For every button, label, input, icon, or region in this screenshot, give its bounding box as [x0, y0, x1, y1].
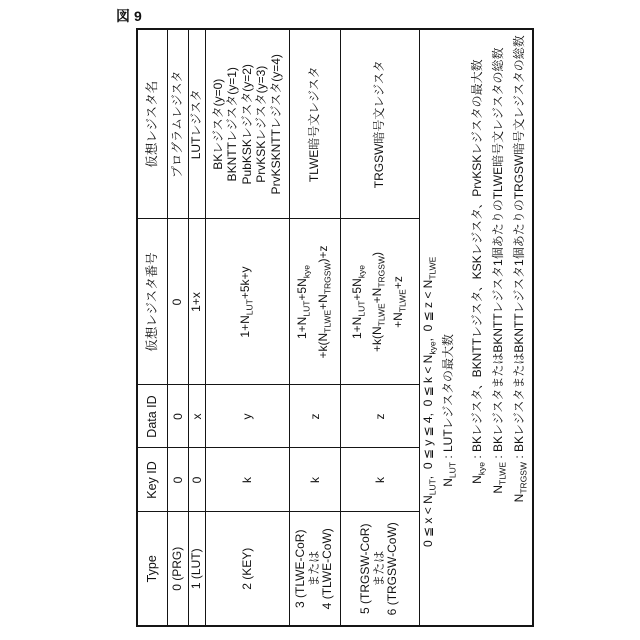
- cell-dataid-prg: 0: [167, 385, 188, 448]
- cell-line: TRGSW暗号文レジスタ: [372, 60, 387, 189]
- cell-line: PubKSKレジスタ(y=2): [239, 64, 254, 185]
- table-row-lut: [188, 29, 205, 626]
- note-line: [420, 30, 441, 625]
- note-label: $N_{kye}$: [470, 462, 487, 484]
- subscript: kye: [476, 462, 487, 476]
- cell-line: 1 (LUT): [189, 548, 204, 590]
- figure-label: 図9: [116, 8, 146, 24]
- notes-block: [419, 29, 533, 626]
- cell-type-trgsw: [340, 512, 419, 626]
- cell-dataid-tlwe: z: [289, 385, 340, 448]
- cell-keyid-prg: 0: [167, 448, 188, 512]
- cell-type-key: [205, 512, 289, 626]
- cell-line: PrvKSKNTTレジスタ(y=4): [268, 54, 283, 195]
- subscript: TLWE: [376, 303, 387, 327]
- note-line: [490, 30, 511, 625]
- note-label: $N_{LUT}$: [441, 462, 458, 487]
- table-row-trgsw: [340, 29, 419, 626]
- cell-keyid-lut: 0: [188, 448, 205, 512]
- col-header-type: Type: [137, 512, 167, 626]
- register-table: [136, 28, 534, 627]
- col-header-reg-name: 仮想レジスタ名: [137, 29, 167, 219]
- cell-line: BKレジスタ(y=0): [210, 78, 225, 170]
- subscript: kye: [301, 265, 312, 279]
- note-text: : BKレジスタまたはBKNTTレジスタ1個あたりのTRGSW暗号文レジスタの総数: [512, 35, 527, 462]
- col-header-key-id: Key ID: [137, 448, 167, 512]
- cell-line: または: [306, 550, 321, 587]
- cell-dataid-lut: x: [188, 385, 205, 448]
- cell-regnum-trgsw: [340, 219, 419, 385]
- subscript: LUT: [426, 479, 437, 496]
- note-text: 0 ≦ $x < N_{LUT}$, 0 ≦ y ≦ 4, 0 ≦ $k < N_{kye}$, 0 ≦ $z < N_{TLWE}$: [420, 256, 437, 547]
- note-line: [511, 30, 532, 625]
- cell-regnum-prg: [167, 219, 188, 385]
- cell-regnum-lut: [188, 219, 205, 385]
- cell-line: LUTレジスタ: [189, 89, 204, 160]
- col-header-data-id: Data ID: [137, 385, 167, 448]
- subscript: LUT: [243, 299, 254, 316]
- cell-keyid-tlwe: k: [289, 448, 340, 512]
- cell-keyid-trgsw: k: [340, 448, 419, 512]
- cell-line: 0 (PRG): [170, 546, 185, 591]
- cell-line: 6 (TRGSW-CoW): [385, 522, 400, 616]
- cell-line: 1+x: [189, 292, 204, 312]
- cell-line: BKNTTレジスタ(y=1): [225, 67, 240, 182]
- cell-line: $+k(N_{TLWE}+N_{TRGSW})$: [370, 252, 387, 352]
- cell-line: $1+N_{LUT}+5N_{kye}$: [349, 265, 367, 340]
- cell-type-lut: [188, 512, 205, 626]
- note-label: $N_{TLWE}$: [491, 462, 508, 494]
- cell-keyid-key: k: [205, 448, 289, 512]
- note-text: : BKレジスタまたはBKNTTレジスタ1個あたりのTLWE暗号文レジスタの総数: [491, 47, 506, 462]
- note-line: [469, 30, 490, 625]
- cell-line: プログラムレジスタ: [170, 70, 185, 178]
- cell-line: $1+N_{LUT}+5N_{kye}$: [295, 265, 312, 340]
- cell-line: 2 (KEY): [239, 547, 254, 590]
- cell-line: 4 (TLWE-CoW): [320, 528, 335, 610]
- cell-line: $+N_{TLWE}+z$: [390, 276, 408, 328]
- subscript: TRGSW: [376, 256, 387, 288]
- subscript: TLWE: [497, 462, 508, 485]
- cell-line: $1+N_{LUT}+5k+y$: [237, 266, 254, 338]
- cell-regname-key: [205, 29, 289, 219]
- col-header-reg-number: 仮想レジスタ番号: [137, 219, 167, 385]
- cell-line: $+k(N_{TLWE}+N_{TRGSW})+z$: [315, 245, 332, 359]
- cell-type-prg: [167, 512, 188, 626]
- notes-row: [419, 29, 533, 626]
- cell-line: 0: [170, 298, 185, 306]
- subscript: kye: [356, 265, 367, 279]
- cell-type-tlwe: [289, 512, 340, 626]
- subscript: TLWE: [321, 309, 332, 333]
- cell-line: 3 (TLWE-CoR): [293, 529, 308, 608]
- note-label: $N_{TRGSW}$: [512, 462, 529, 503]
- cell-line: PrvKSKレジスタ(y=3): [254, 65, 269, 183]
- cell-regname-prg: [167, 29, 188, 219]
- cell-regnum-tlwe: [289, 219, 340, 385]
- cell-line: 5 (TRGSW-CoR): [358, 523, 373, 614]
- subscript: TLWE: [397, 289, 408, 313]
- note-text: : LUTレジスタの最大数: [441, 333, 456, 462]
- landscape-table-wrapper: [136, 30, 529, 627]
- note-line: [440, 30, 461, 625]
- cell-regname-trgsw: [340, 29, 419, 219]
- subscript: TLWE: [426, 256, 437, 280]
- rotated-table-area: [136, 30, 529, 627]
- note-text: : BKレジスタ、BKNTTレジスタ、KSKレジスタ、PrvKSKレジスタの最大数: [470, 59, 485, 462]
- cell-dataid-trgsw: z: [340, 385, 419, 448]
- note-label: [420, 547, 441, 625]
- cell-line: または: [371, 550, 386, 587]
- cell-regname-tlwe: [289, 29, 340, 219]
- subscript: LUT: [356, 300, 367, 317]
- subscript: kye: [426, 341, 437, 355]
- subscript: TRGSW: [518, 462, 529, 494]
- table-row-tlwe: [289, 29, 340, 626]
- table-row-prg: [167, 29, 188, 626]
- subscript: LUT: [447, 462, 458, 479]
- cell-regnum-key: [205, 219, 289, 385]
- cell-line: TLWE暗号文レジスタ: [307, 66, 322, 183]
- table-row-key: [205, 29, 289, 626]
- subscript: LUT: [301, 300, 312, 317]
- cell-regname-lut: [188, 29, 205, 219]
- subscript: TRGSW: [321, 262, 332, 295]
- cell-dataid-key: y: [205, 385, 289, 448]
- header-row: [137, 29, 167, 626]
